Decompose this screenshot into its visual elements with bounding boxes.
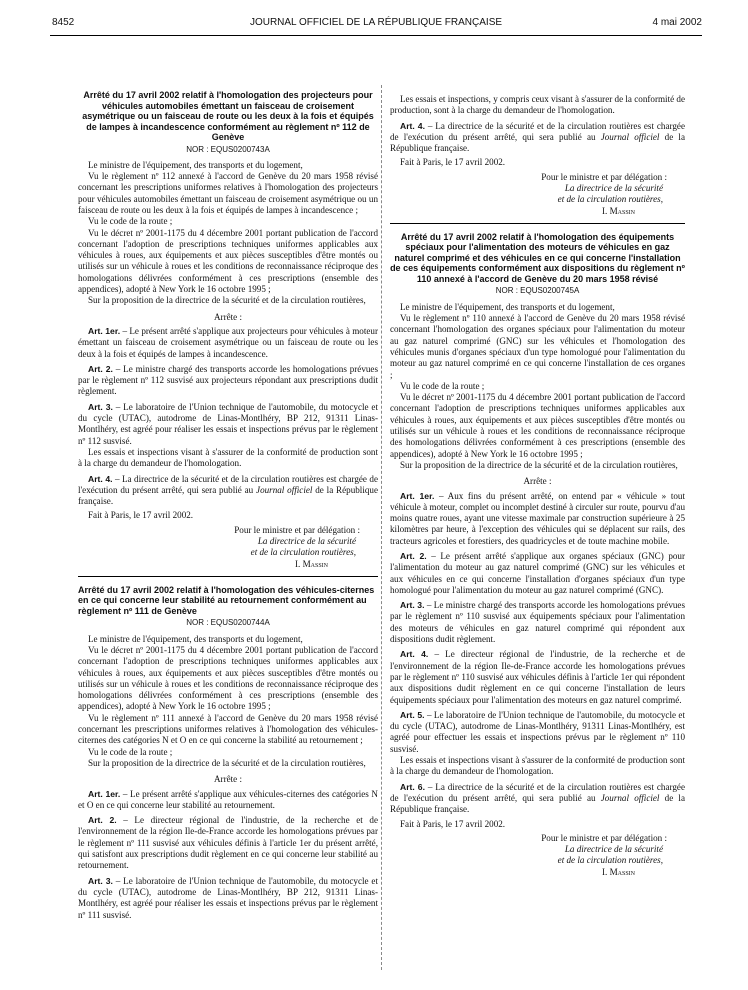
article [390, 710, 685, 755]
paragraph: Sur la proposition de la directrice de la sécurité et de la circulation routières, [88, 295, 366, 306]
article-text: – Le directeur régional de l'industrie, de la recherche et de l'environnement de la région Ile-de-France accorde les homologations prévues par le règlement nº 111 susvisé aux véhicules définis à l'article 1er du présent arrêté, qui satisfont aux prescriptions dudit règlement en ce qui concerne leur stabilité au retournement. [78, 815, 378, 871]
article-label: Art. 2. [400, 551, 427, 561]
article-text: de la République française. [78, 484, 378, 507]
paragraph: Les essais et inspections visant à s'assurer de la conformité de production sont à la charge du demandeur de l'homologation. [78, 446, 378, 469]
article-text: – Le présent arrêté s'applique aux véhicules-citernes des catégories N et O en ce qui concerne leur stabilité au retournement. [78, 788, 378, 810]
signatory-title: et de la circulation routières, [250, 547, 356, 558]
article-text: de la République française. [390, 131, 685, 154]
signature-date: Fait à Paris, le 17 avril 2002. [400, 157, 506, 168]
paragraph: Sur la proposition de la directrice de la sécurité et de la circulation routières, [88, 757, 366, 768]
nor-reference: NOR : EQUS0200743A [186, 144, 270, 154]
decree-title: Arrêté du 17 avril 2002 relatif à l'homologation des projecteurs pour véhicules automobiles émettant un faisceau de croisement asymétrique ou un faisceau de route ou les deux à la fois et équipés de lampes à incandescence conformément au règlement nº 112 de Genève [82, 90, 374, 142]
signature-label: Pour le ministre et par délégation : [541, 171, 667, 182]
article [390, 782, 685, 816]
left-column [78, 90, 378, 921]
paragraph: Le ministre de l'équipement, des transports et du logement, [400, 301, 615, 312]
article-label: Art. 3. [400, 600, 425, 611]
article-label: Art. 2. [88, 815, 117, 826]
page-number: 8452 [52, 17, 75, 28]
article-label: Art. 1er. [400, 490, 435, 501]
article [78, 364, 378, 398]
arrete-heading: Arrête : [523, 476, 552, 487]
page-header [50, 17, 702, 33]
paragraph: Vu le décret nº 2001-1175 du 4 décembre 2001 portant publication de l'accord concernant l'adoption de prescriptions techniques uniformes applicables aux véhicules à roues, aux équipements et aux pièces susceptibles d'être montés ou utilisés sur un véhicule à roues et les conditions de reconnaissance réciproque des homologations délivrées conformément à ces prescriptions (ensemble des appendices), adopté à New York le 16 octobre 1995 ; [78, 644, 378, 712]
column-divider [381, 85, 382, 970]
article-text: – Le ministre chargé des transports accorde les homologations prévues par le règlement nº 112 susvisé aux projecteurs répondant aux prescriptions dudit règlement. [78, 363, 378, 397]
signature-label: Pour le ministre et par délégation : [541, 832, 667, 843]
signatory-title: et de la circulation routières, [557, 194, 663, 205]
article-label: Art. 4. [88, 473, 113, 484]
article [78, 474, 378, 508]
decree-title: Arrêté du 17 avril 2002 relatif à l'homologation des équipements spéciaux pour l'alimentation des moteurs de véhicules en gaz naturel comprimé et des véhicules en ce qui concerne l'installation de ces équipements conformément aux dispositions du règlement nº 110 annexé à l'accord de Genève du 20 mars 1958 révisé [390, 231, 685, 284]
paragraph: Vu le code de la route ; [400, 380, 485, 391]
article [78, 876, 378, 921]
arrete-heading: Arrête : [213, 311, 243, 322]
article-text: – Le ministre chargé des transports accorde les homologations prévues par le règlement nº 110 susvisé aux équipements spéciaux pour l'alimentation des moteurs de véhicules en gaz naturel comprimé qui répondent aux dispositions dudit règlement. [390, 600, 685, 645]
article-label: Art. 1er. [88, 788, 121, 799]
paragraph: Les essais et inspections, y compris ceux visant à s'assurer de la conformité de production, sont à la charge du demandeur de l'homologation. [390, 94, 685, 116]
article-label: Art. 1er. [88, 325, 121, 336]
article-text: – La directrice de la sécurité et de la circulation routières est chargée de l'exécution du présent arrêté, qui sera publié au [390, 120, 685, 142]
signature-label: Pour le ministre et par délégation : [234, 524, 360, 535]
article-text: – Le laboratoire de l'Union technique de l'automobile, du motocycle et du cycle (UTAC), autodrome de Linas-Montlhéry, 91311 Linas-Montlhéry, est agréé pour effectuer les essais et inspections prévus par le règlement nº 110 susvisé. [390, 709, 685, 754]
decree-112 [78, 90, 378, 570]
paragraph: Le ministre de l'équipement, des transports et du logement, [88, 159, 303, 170]
article [78, 789, 378, 812]
decree-111-continued [390, 94, 685, 217]
journal-officiel-ref: Journal officiel [600, 792, 660, 803]
paragraph: Vu le décret nº 2001-1175 du 4 décembre 2001 portant publication de l'accord concernant l'adoption de prescriptions techniques uniformes applicables aux véhicules à roues, aux équipements et aux pièces susceptibles d'être montés ou utilisés sur un véhicule à roues et les conditions de reconnaissance réciproque des homologations délivrées conformément à ces prescriptions (ensemble des appendices), adopté à New York le 16 octobre 1995 ; [78, 227, 378, 295]
article-text: – Le laboratoire de l'Union technique de l'automobile, du motocycle et du cycle (UTAC), autodrome de Linas-Montlhéry, BP 212, 91311 Linas-Montlhéry, est agréé pour réaliser les essais et inspections prévus par le règlement nº 112 susvisé. [78, 401, 378, 446]
article-label: Art. 4. [400, 120, 425, 131]
article-label: Art. 4. [400, 649, 429, 660]
signatory-name: I. Massin [602, 205, 635, 216]
right-column [390, 94, 685, 878]
paragraph: Vu le code de la route ; [88, 216, 173, 227]
signature-block [78, 525, 378, 570]
article [390, 551, 685, 596]
header-rule [50, 35, 702, 36]
paragraph: Vu le règlement nº 111 annexé à l'accord de Genève du 20 mars 1958 révisé concernant les prescriptions uniformes relatives à l'homologation des véhicules-citernes des catégories N et O en ce qui concerne la stabilité au retournement ; [78, 712, 378, 746]
signature-date: Fait à Paris, le 17 avril 2002. [88, 510, 194, 521]
signatory-title: et de la circulation routières, [557, 855, 663, 866]
journal-officiel-ref: Journal officiel [600, 131, 660, 142]
section-separator [78, 576, 378, 577]
issue-date: 4 mai 2002 [652, 17, 702, 28]
article-text: de la République française. [390, 792, 685, 815]
journal-officiel-ref: Journal officiel [256, 484, 313, 495]
arrete-heading: Arrête : [213, 774, 243, 785]
article-label: Art. 5. [400, 709, 425, 720]
article-text: – Le laboratoire de l'Union technique de l'automobile, du motocycle et du cycle (UTAC), autodrome de Linas-Montlhéry, BP 212, 91311 Linas-Montlhéry, est agréé pour réaliser les essais et inspections prévus par le règlement nº 111 susvisé. [78, 875, 378, 920]
article-text: – Le directeur régional de l'industrie, de la recherche et de l'environnement de la région Ile-de-France accorde les homologations prévues par le règlement nº 110 susvisé aux véhicules définis à l'article 1er qui répondent aux dispositions dudit règlement en ce qui concerne l'installation de leurs équipements spéciaux pour l'alimentation des moteurs en gaz naturel comprimé. [390, 649, 685, 705]
decree-111 [78, 585, 378, 921]
paragraph: Sur la proposition de la directrice de la sécurité et de la circulation routières, [400, 459, 678, 470]
signature-block [390, 833, 685, 878]
nor-reference: NOR : EQUS0200745A [495, 286, 580, 296]
signatory-name: I. Massin [295, 558, 328, 569]
article [390, 121, 685, 155]
article-text: – Le présent arrêté s'applique aux organes spéciaux (GNC) pour l'alimentation du moteur au gaz naturel comprimé (GNC) sur les véhicules et aux véhicules en ce qui concerne l'installation d'organes spéciaux d'un type homologué pour l'alimentation du moteur au gaz naturel comprimé (GNC). [390, 551, 685, 595]
signatory-title: La directrice de la sécurité [564, 844, 663, 855]
article-text: – Le présent arrêté s'applique aux projecteurs pour véhicules à moteur émettant un faisceau de croisement asymétrique ou un faisceau de route ou les deux à la fois et équipés de lampes à incandescence. [78, 325, 378, 359]
decree-110 [390, 232, 685, 878]
article-text: – Aux fins du présent arrêté, on entend par « véhicule » tout véhicule à moteur, complet ou incomplet destiné à circuler sur route, pourvu d'au moins quatre roues, ayant une vitesse maximale par construction supérieure à 25 kilomètres par heure, à l'exception des véhicules qui se déplacent sur rails, des tracteurs agricoles et forestiers, des quadricycles et de toute machine mobile. [390, 490, 685, 546]
journal-title: JOURNAL OFFICIEL DE LA RÉPUBLIQUE FRANÇAISE [249, 17, 503, 28]
paragraph: Vu le code de la route ; [88, 746, 173, 757]
paragraph: Vu le décret nº 2001-1175 du 4 décembre 2001 portant publication de l'accord concernant l'adoption de prescriptions techniques uniformes applicables aux véhicules à roues, aux équipements et aux pièces susceptibles d'être montés ou utilisés sur un véhicule à roues et les conditions de reconnaissance réciproque des homologations délivrées conformément à ces prescriptions (ensemble des appendices), adopté à New York le 16 octobre 1995 ; [390, 392, 685, 459]
signatory-title: La directrice de la sécurité [257, 536, 356, 546]
paragraph: Vu le règlement nº 110 annexé à l'accord de Genève du 20 mars 1958 révisé concernant l'homologation des organes spéciaux pour l'alimentation du moteur au gaz naturel comprimé (GNC) sur les véhicules et l'homologation des véhicules munis d'organes spéciaux d'un type homologué pour l'alimentation du moteur au gaz naturel comprimé en ce qui concerne l'installation de ces organes ; [390, 313, 685, 380]
nor-reference: NOR : EQUS0200744A [186, 618, 270, 628]
paragraph: Vu le règlement nº 112 annexé à l'accord de Genève du 20 mars 1958 révisé concernant les prescriptions uniformes relatives à l'homologation des projecteurs pour véhicules automobiles émettant un faisceau de croisement asymétrique ou un faisceau de route ou les deux à la fois et équipés de lampes à incandescence ; [78, 171, 378, 215]
paragraph: Le ministre de l'équipement, des transports et du logement, [88, 633, 303, 644]
article [390, 491, 685, 547]
article-label: Art. 3. [88, 401, 113, 412]
article [78, 402, 378, 447]
signatory-title: La directrice de la sécurité [564, 183, 663, 194]
signatory-name: I. Massin [602, 866, 635, 877]
decree-title: Arrêté du 17 avril 2002 relatif à l'homologation des véhicules-citernes en ce qui concerne leur stabilité au retournement conformément au règlement nº 111 de Genève [78, 584, 375, 616]
article-text: – La directrice de la sécurité et de la circulation routières est chargée de l'exécution du présent arrêté, qui sera publié au [390, 781, 685, 803]
article-text: – La directrice de la sécurité et de la circulation routières est chargée de l'exécution du présent arrêté, qui sera publié au [78, 473, 378, 495]
article [78, 815, 378, 871]
article [390, 600, 685, 645]
article [390, 649, 685, 705]
article [78, 326, 378, 360]
paragraph: Les essais et inspections visant à s'assurer de la conformité de production sont à la charge du demandeur de l'homologation. [390, 755, 685, 777]
section-separator [390, 223, 685, 224]
signature-block [390, 172, 685, 217]
article-label: Art. 3. [88, 875, 113, 886]
signature-date: Fait à Paris, le 17 avril 2002. [400, 818, 506, 829]
article-label: Art. 2. [88, 363, 113, 374]
article-label: Art. 6. [400, 781, 425, 792]
